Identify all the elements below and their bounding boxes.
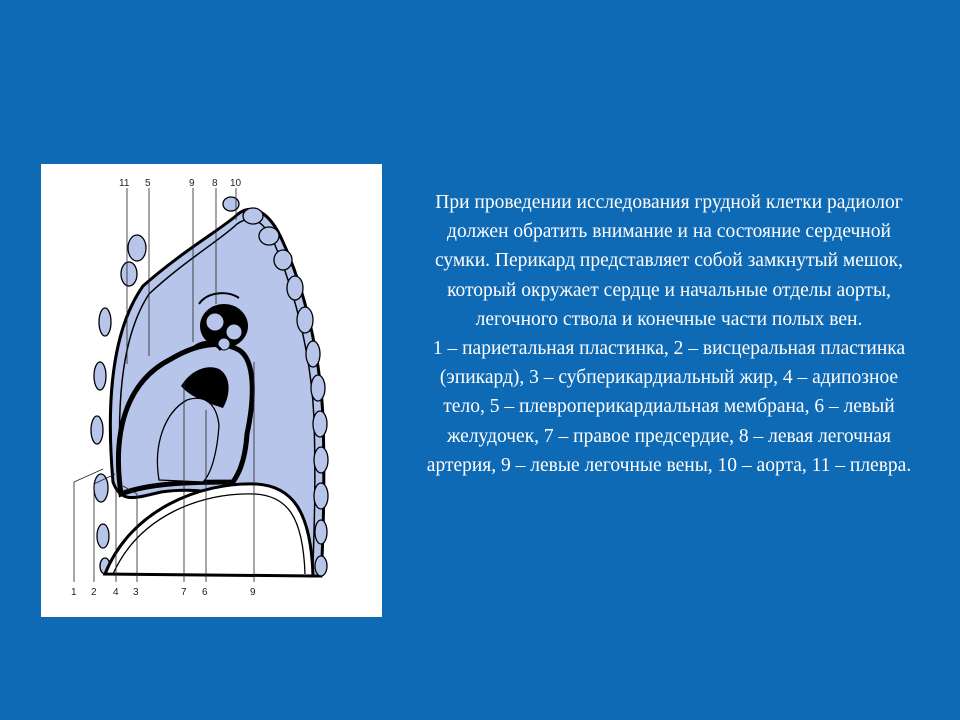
caption-intro: При проведении исследования грудной клетки радиолог должен обратить внимание и на состояние сердечной сумки. Перикард представляет собой замкнутый мешок, который окружает сердце и начальные отделы аорты, легочного ствола и конечные части полых вен. xyxy=(435,192,903,330)
label-bottom-4: 4 xyxy=(113,587,119,598)
label-bottom-6: 6 xyxy=(202,587,208,598)
label-top-10: 10 xyxy=(230,178,242,189)
label-top-9: 9 xyxy=(189,178,195,189)
anatomy-figure xyxy=(41,164,382,617)
pericardium-diagram xyxy=(41,164,382,617)
label-bottom-2: 2 xyxy=(91,587,97,598)
caption-text xyxy=(424,188,914,480)
caption-legend: 1 – париетальная пластинка, 2 – висцеральная пластинка (эпикард), 3 – субперикардиальный жир, 4 – адипозное тело, 5 – плевроперикардиальная мембрана, 6 – левый желудочек, 7 – правое предсердие, 8 – левая легочная артерия, 9 – левые легочные вены, 10 – аорта, 11 – плевра. xyxy=(426,338,912,476)
label-bottom-3: 3 xyxy=(133,587,139,598)
label-top-8: 8 xyxy=(212,178,218,189)
label-top-11: 11 xyxy=(119,178,130,189)
label-bottom-7: 7 xyxy=(181,587,187,598)
label-bottom-9: 9 xyxy=(250,587,256,598)
label-bottom-1: 1 xyxy=(71,587,77,598)
label-top-5: 5 xyxy=(145,178,151,189)
